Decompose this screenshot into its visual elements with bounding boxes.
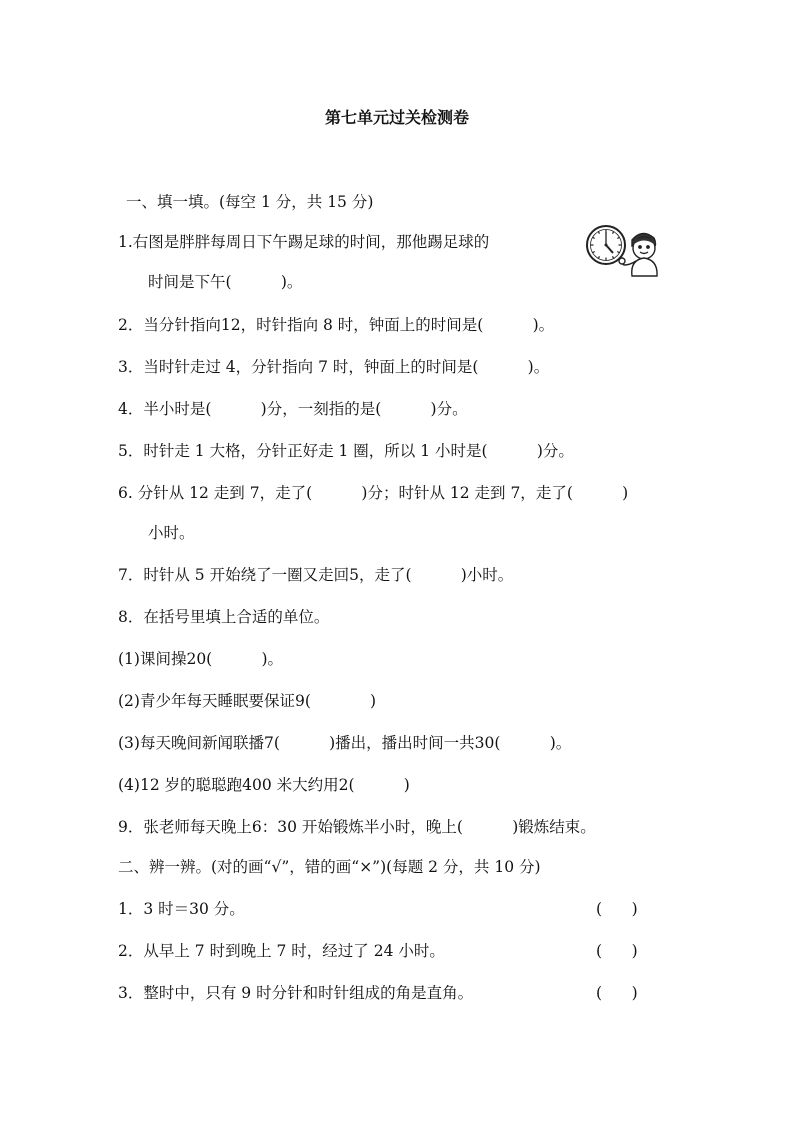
question-3: 3．当时针走过 4，分针指向 7 时，钟面上的时间是( )。	[118, 358, 550, 376]
question-4: 4．半小时是( )分，一刻指的是( )分。	[118, 400, 468, 418]
judge-item-3-text: 3．整时中，只有 9 时分针和时针组成的角是直角。	[118, 984, 474, 1002]
question-1-line-2: 时间是下午( )。	[148, 273, 303, 291]
question-6-line-2: 小时。	[148, 524, 195, 542]
question-7: 7．时针从 5 开始绕了一圈又走回5，走了( )小时。	[118, 566, 514, 584]
clock-child-illustration	[584, 220, 660, 296]
judge-item-2-text: 2．从早上 7 时到晚上 7 时，经过了 24 小时。	[118, 942, 445, 960]
judge-item-2-answer-bracket[interactable]: ( )	[596, 942, 638, 960]
judge-item-3-answer-bracket[interactable]: ( )	[596, 984, 638, 1002]
question-8-1: (1)课间操20( )。	[118, 650, 284, 668]
question-2: 2．当分针指向12，时针指向 8 时，钟面上的时间是( )。	[118, 316, 555, 334]
question-5: 5．时针走 1 大格，分针正好走 1 圈，所以 1 小时是( )分。	[118, 442, 574, 460]
question-8-4: (4)12 岁的聪聪跑400 米大约用2( )	[118, 776, 410, 794]
question-6-line-1: 6. 分针从 12 走到 7，走了( )分；时针从 12 走到 7，走了( )	[118, 484, 629, 502]
page-title: 第七单元过关检测卷	[324, 108, 469, 127]
clock-icon	[587, 226, 625, 264]
judge-item-1-text: 1．3 时＝30 分。	[118, 900, 245, 918]
section2-heading: 二、辨一辨。(对的画“√”，错的画“×”)(每题 2 分，共 10 分)	[118, 858, 541, 876]
section1-heading: 一、填一填。(每空 1 分，共 15 分)	[126, 193, 374, 211]
question-8: 8．在括号里填上合适的单位。	[118, 608, 330, 626]
question-8-2: (2)青少年每天睡眠要保证9( )	[118, 692, 377, 710]
question-1-line-1: 1.右图是胖胖每周日下午踢足球的时间，那他踢足球的	[118, 233, 490, 251]
judge-item-1-answer-bracket[interactable]: ( )	[596, 900, 638, 918]
question-8-3: (3)每天晚间新闻联播7( )播出，播出时间一共30( )。	[118, 734, 572, 752]
question-9: 9．张老师每天晚上6：30 开始锻炼半小时，晚上( )锻炼结束。	[118, 818, 596, 836]
